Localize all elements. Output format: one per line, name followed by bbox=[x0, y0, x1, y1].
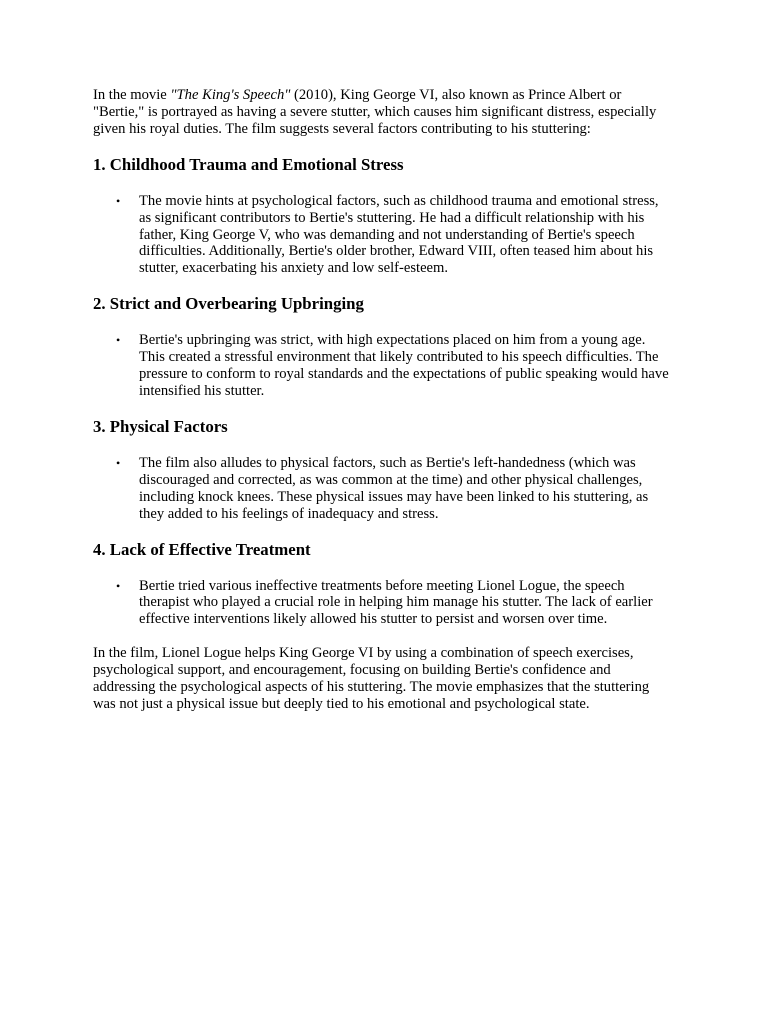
section-heading-strict-upbringing: 2. Strict and Overbearing Upbringing bbox=[93, 294, 364, 314]
intro-paragraph bbox=[93, 87, 672, 138]
list-item bbox=[116, 192, 672, 278]
bullet-icon: • bbox=[116, 578, 121, 593]
intro-prefix: In the movie bbox=[93, 87, 171, 103]
section-heading-lack-of-treatment: 4. Lack of Effective Treatment bbox=[93, 539, 311, 559]
section-heading-childhood-trauma: 1. Childhood Trauma and Emotional Stress bbox=[93, 154, 404, 174]
bullet-icon: • bbox=[116, 455, 121, 470]
list-item bbox=[116, 332, 672, 400]
bullet-text: The movie hints at psychological factors, such as childhood trauma and emotional stress, as significant contributors to Bertie's stuttering. He had a difficult relationship with his father, King George V, who was demanding and not understanding of Bertie's speech difficulties. Additionally, Bertie's older brother, Edward VIII, often teased him about his stutter, exacerbating his anxiety and low self-esteem. bbox=[139, 192, 659, 277]
list-item bbox=[116, 577, 672, 629]
bullet-icon: • bbox=[116, 333, 121, 348]
bullet-text: Bertie tried various ineffective treatments before meeting Lionel Logue, the speech therapist who played a crucial role in helping him manage his stutter. The lack of earlier effective interventions likely allowed his stutter to persist and worsen over time. bbox=[139, 577, 653, 628]
bullet-text: Bertie's upbringing was strict, with high expectations placed on him from a young age. This created a stressful environment that likely contributed to his speech difficulties. The pressure to conform to royal standards and the expectations of public speaking would have intensified his stutter. bbox=[139, 332, 669, 399]
bullet-icon: • bbox=[116, 193, 121, 208]
bullet-list-childhood-trauma bbox=[93, 193, 672, 278]
bullet-text: The film also alludes to physical factors, such as Bertie's left-handedness (which was discouraged and corrected, as was common at the time) and other physical challenges, including knock knees. These physical issues may have been linked to his stuttering, as they added to his feelings of inadequacy and stress. bbox=[139, 454, 649, 522]
bullet-list-physical-factors bbox=[93, 455, 672, 523]
list-item bbox=[116, 454, 672, 523]
section-heading-physical-factors: 3. Physical Factors bbox=[93, 416, 228, 436]
intro-suffix: (2010), King George VI, also known as Prince Albert or "Bertie," is portrayed as having a severe stutter, which causes him significant distress, especially given his royal duties. The film suggests several factors contributing to his stuttering: bbox=[93, 87, 657, 137]
bullet-list-strict-upbringing bbox=[93, 332, 672, 400]
conclusion-paragraph: In the film, Lionel Logue helps King George VI by using a combination of speech exercises, psychological support, and encouragement, focusing on building Bertie's confidence and addressing the psychological aspects of his stuttering. The movie emphasizes that the stuttering was not just a physical issue but deeply tied to his emotional and psychological state. bbox=[93, 645, 650, 712]
film-title: "The King's Speech" bbox=[170, 87, 291, 103]
bullet-list-lack-of-treatment bbox=[93, 578, 672, 629]
